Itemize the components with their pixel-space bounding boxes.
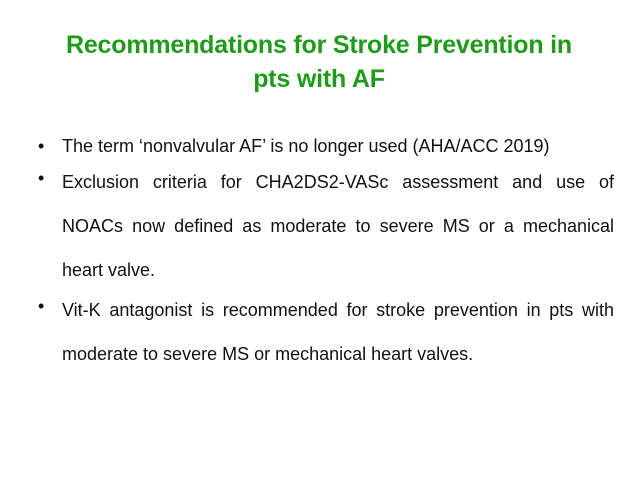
bullet-text: The term ‘nonvalvular AF’ is no longer used (AHA/ACC 2019) xyxy=(62,136,550,156)
bullet-marker: • xyxy=(38,136,45,156)
bullet-marker: • xyxy=(38,168,45,188)
bullet-item xyxy=(38,288,614,376)
bullet-item xyxy=(38,160,614,292)
bullet-text: Vit-K antagonist is recommended for stroke prevention in pts with moderate to severe MS or mechanical heart valves. xyxy=(62,300,614,364)
bullet-text: Exclusion criteria for CHA2DS2-VASc assessment and use of NOACs now defined as moderate to severe MS or a mechanical heart valve. xyxy=(62,172,614,280)
slide-title xyxy=(20,28,618,96)
slide-title-line-1: Recommendations for Stroke Prevention in xyxy=(66,31,572,59)
bullet-list xyxy=(38,128,614,376)
bullet-marker: • xyxy=(38,296,45,316)
slide-title-line-2: pts with AF xyxy=(253,65,385,93)
bullet-item xyxy=(38,128,614,164)
